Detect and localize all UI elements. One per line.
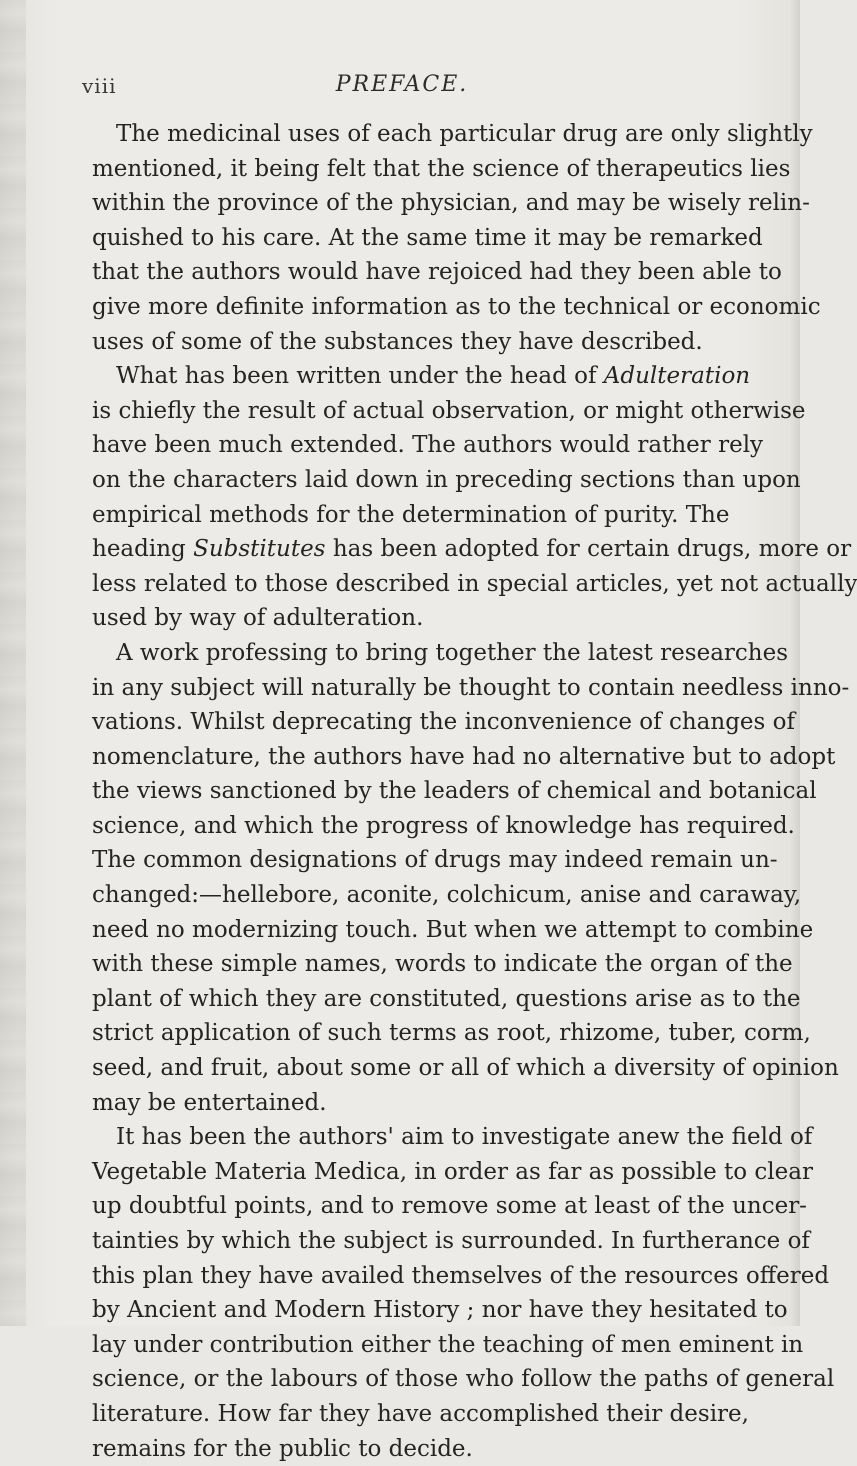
- text-line: less related to those described in special articles, yet not actually: [92, 570, 857, 597]
- text-line: up doubtful points, and to remove some at least of the uncer-: [92, 1193, 807, 1220]
- text-line: with these simple names, words to indicate the organ of the: [92, 951, 793, 978]
- text-line: need no modernizing touch. But when we attempt to combine: [92, 916, 814, 943]
- text-line: seed, and fruit, about some or all of which a diversity of opinion: [92, 1055, 839, 1082]
- running-head: PREFACE.: [335, 72, 469, 97]
- text-line: nomenclature, the authors have had no alternative but to adopt: [92, 743, 836, 770]
- text-line: tainties by which the subject is surrounded. In furtherance of: [92, 1228, 810, 1254]
- text-line: mentioned, it being felt that the science of therapeutics lies: [92, 155, 791, 182]
- italic-term-adulteration: Adulteration: [603, 363, 751, 390]
- text-line: It has been the authors' aim to investigate anew the field of: [116, 1124, 813, 1151]
- text-line: lay under contribution either the teaching of men eminent in: [92, 1331, 804, 1358]
- text-line: in any subject will naturally be thought to contain needless inno-: [92, 674, 850, 701]
- text-line: Vegetable Materia Medica, in order as far as possible to clear: [92, 1158, 813, 1185]
- text-line: is chiefly the result of actual observation, or might otherwise: [92, 397, 806, 424]
- text-line: [92, 532, 852, 567]
- text-line: changed:—hellebore, aconite, colchicum, anise and caraway,: [92, 882, 802, 909]
- text-line: on the characters laid down in preceding sections than upon: [92, 466, 801, 493]
- text-line: that the authors would have rejoiced had they been able to: [92, 259, 782, 286]
- text-line: uses of some of the substances they have described.: [92, 328, 703, 355]
- text-line: A work professing to bring together the latest researches: [116, 639, 789, 666]
- text-segment: heading: [92, 536, 186, 563]
- text-line: the views sanctioned by the leaders of chemical and botanical: [92, 778, 817, 805]
- page-header: [82, 72, 722, 108]
- preface-body: [92, 117, 857, 1466]
- text-line: within the province of the physician, and may be wisely relin-: [92, 190, 810, 217]
- text-line: science, or the labours of those who follow the paths of general: [92, 1366, 835, 1393]
- text-line: science, and which the progress of knowledge has required.: [92, 812, 795, 839]
- page-binding-edge: [0, 0, 26, 1326]
- text-line: used by way of adulteration.: [92, 605, 424, 632]
- text-line: [92, 359, 751, 394]
- text-segment: What has been written under the head of: [116, 363, 597, 390]
- text-line: plant of which they are constituted, questions arise as to the: [92, 985, 801, 1012]
- text-line: may be entertained.: [92, 1089, 327, 1116]
- text-line: empirical methods for the determination of purity. The: [92, 501, 730, 528]
- page-folio: viii: [82, 74, 117, 98]
- text-line: quished to his care. At the same time it may be remarked: [92, 224, 763, 251]
- text-line: The medicinal uses of each particular drug are only slightly: [116, 121, 813, 147]
- text-line: literature. How far they have accomplished their desire,: [92, 1400, 749, 1427]
- text-line: this plan they have availed themselves of the resources offered: [92, 1262, 830, 1289]
- text-line: remains for the public to decide.: [92, 1435, 473, 1462]
- text-line: strict application of such terms as root, rhizome, tuber, corm,: [92, 1020, 811, 1047]
- text-segment: has been adopted for certain drugs, more or: [332, 536, 852, 563]
- text-line: by Ancient and Modern History ; nor have they hesitated to: [92, 1297, 788, 1324]
- text-line: The common designations of drugs may indeed remain un-: [92, 847, 778, 874]
- text-line: vations. Whilst deprecating the inconvenience of changes of: [92, 709, 796, 736]
- italic-term-substitutes: Substitutes: [193, 536, 326, 563]
- text-line: have been much extended. The authors would rather rely: [92, 432, 764, 459]
- text-line: give more definite information as to the technical or economic: [92, 293, 821, 320]
